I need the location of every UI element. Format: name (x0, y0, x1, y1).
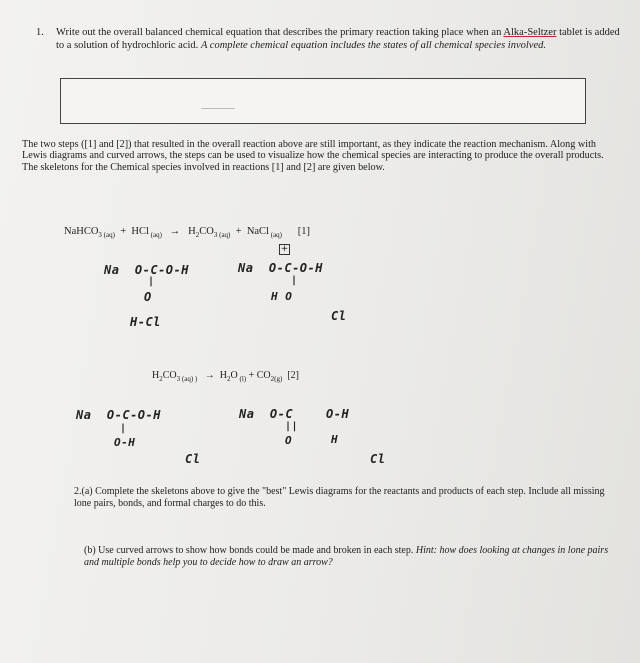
question-2a-text: Complete the skeletons above to give the "best" Lewis diagrams for the reactants and products of each step. Include all missing lone pairs, bonds, and formal charges to do this. (74, 486, 605, 509)
question-2a-label: 2.(a) (74, 486, 93, 497)
answer-box-mark (201, 108, 235, 109)
question-2b-text: Use curved arrows to show how bonds could be made and broken in each step. (98, 545, 416, 556)
skeleton-3-hydroxyl: O-H (114, 436, 136, 449)
skeleton-chloride: Cl (331, 309, 347, 323)
skeleton-nahco3-oxygen: O (144, 290, 152, 304)
alka-seltzer-term: Alka-Seltzer (503, 27, 557, 38)
skeleton-4-oxygen: O (285, 434, 293, 447)
question-2b-hint: how does looking at changes in lone pairs and multiple bonds help you to decide how to draw an arrow? (84, 545, 609, 568)
reaction-2-tag: [2] (287, 370, 299, 381)
skeleton-nahco3-bond: | (148, 276, 155, 287)
skeleton-h2co3-nacl: Na O-C-O-H (238, 261, 323, 275)
question-2b-hint-label: Hint: (415, 545, 437, 556)
question-2b (84, 545, 614, 568)
skeleton-h2co3-bond: | (291, 275, 298, 286)
reaction-2: $H_2CO_3$ $_{(aq)}$ $_)$ → $H_2O$ $_{(l)} + CO_{2(g)}$ [2] (152, 370, 299, 383)
skeleton-nahco3: Na O-C-O-H (104, 263, 189, 277)
skeleton-4-hydroxyl: O-H (326, 407, 350, 421)
question-1-text: Write out the overall balanced chemical equation that describes the primary reaction taking place when an Alka-Seltzer tablet is added to a solution of hydrochloric acid. A complete chemical equation includes the states of all chemical species involved. (56, 27, 620, 51)
question-1-italic-note: A complete chemical equation includes the states of all chemical species involved. (200, 40, 546, 51)
skeleton-4-hydrogen: H (331, 433, 339, 446)
skeleton-3: Na O-C-O-H (76, 408, 161, 422)
skeleton-4-chloride: Cl (370, 452, 386, 466)
answer-box[interactable] (60, 78, 586, 124)
mechanism-paragraph: The two steps ([1] and [2]) that resulted in the overall reaction above are still important, as they indicate the reaction mechanism. Along with Lewis diagrams and curved arrows, the steps can be used to visualize how the chemical species are interacting to produce the overall products. The skeletons for the Chemical species involved in reactions [1] and [2] are given below. (22, 139, 604, 173)
question-1-number: 1. (36, 27, 44, 38)
skeleton-3-chloride: Cl (185, 452, 201, 466)
skeleton-4: Na O-C (239, 407, 294, 421)
skeleton-4-double-bond: || (285, 421, 299, 432)
formal-charge-plus-box: + (280, 244, 289, 254)
reaction-1-tag: [1] (297, 226, 311, 237)
skeleton-hcl: H-Cl (130, 315, 161, 329)
question-2a (74, 486, 614, 509)
reaction-2-arrow: → (204, 370, 215, 381)
reaction-1: NaHCO$_3$ $_{(aq)}$ + HCl $_{(aq)}$ → $H_2CO_3$ $_{(aq)}$ + NaCl $_{(aq)}$ [1] (64, 226, 311, 240)
skeleton-3-bond: | (120, 423, 127, 434)
skeleton-h2co3-bottom: H O (271, 290, 293, 303)
question-2b-label: (b) (84, 545, 96, 556)
reaction-1-arrow: → (169, 226, 181, 237)
